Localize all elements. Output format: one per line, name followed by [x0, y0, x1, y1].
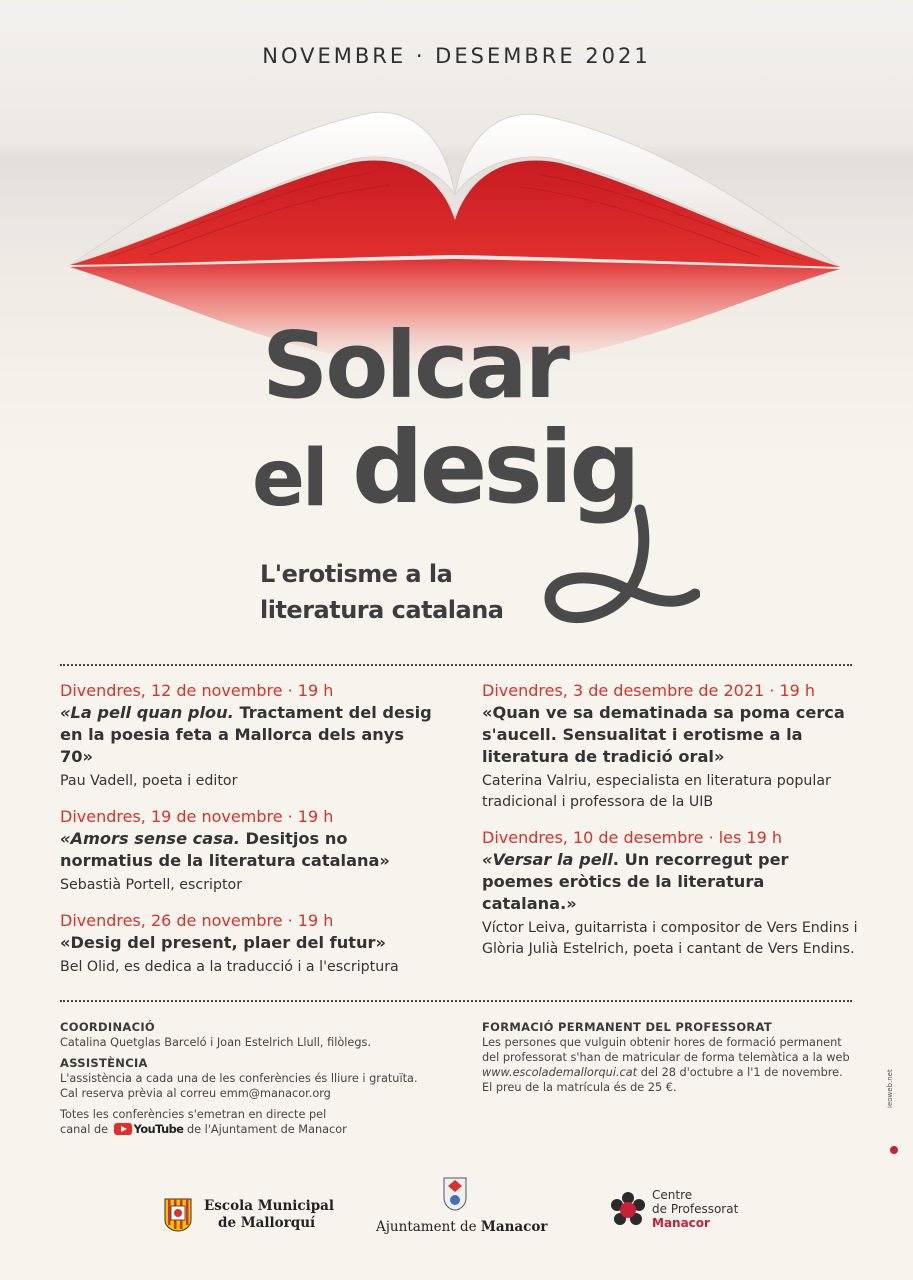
event-title: «Quan ve sa dematinada sa poma cerca s'aucell. Sensualitat i erotisme a la literatura de tradició oral»	[482, 703, 845, 766]
event-speaker: Caterina Valriu, especialista en literatura popular tradicional i professora de la UIB	[482, 773, 831, 810]
cep-name: Centre de Professorat Manacor	[652, 1188, 739, 1230]
event-item	[482, 680, 862, 813]
training-price: El preu de la matrícula és de 25 €.	[482, 1081, 677, 1094]
divider-bottom	[60, 1000, 852, 1002]
title-el: el	[252, 434, 326, 524]
event-date: Divendres, 19 de novembre · 19 h	[60, 807, 334, 826]
training-text: Les persones que vulguin obtenir hores de formació permanent del professorat s'han de matricular de forma telemàtica a la web	[482, 1036, 850, 1064]
event-speaker: Sebastià Portell, escriptor	[60, 877, 243, 893]
event-date: Divendres, 10 de desembre · les 19 h	[482, 828, 783, 847]
title-solcar: Solcar	[262, 312, 567, 419]
event-title: «Amors sense casa. Desitjos no normatius de la literatura catalana»	[60, 829, 390, 870]
subtitle-line-2: literatura catalana	[260, 596, 504, 624]
info-left	[60, 1020, 420, 1137]
event-date: Divendres, 26 de novembre · 19 h	[60, 911, 334, 930]
event-speaker: Bel Olid, es dedica a la traducció i a l'escriptura	[60, 959, 399, 975]
events-right-column	[482, 680, 862, 974]
ajuntament-name: Ajuntament de Manacor	[376, 1219, 548, 1235]
coordination-heading: COORDINACIÓ	[60, 1020, 155, 1034]
stream-text: Totes les conferències s'emetran en directe pel	[60, 1108, 327, 1121]
logo-escola-municipal	[164, 1196, 364, 1236]
logo-ajuntament	[376, 1176, 546, 1246]
event-speaker: Pau Vadell, poeta i editor	[60, 773, 238, 789]
event-item	[60, 806, 440, 896]
ajuntament-crest-icon	[440, 1176, 470, 1212]
event-item	[60, 910, 440, 978]
event-date: Divendres, 12 de novembre · 19 h	[60, 681, 334, 700]
title-swirl-flourish	[490, 490, 700, 630]
event-title: «La pell quan plou. Tractament del desig en la poesia feta a Mallorca dels anys 70»	[60, 703, 432, 766]
emm-shield-icon	[164, 1198, 192, 1232]
coordination-text: Catalina Quetglas Barceló i Joan Estelrich Llull, filòlegs.	[60, 1036, 372, 1049]
training-heading: FORMACIÓ PERMANENT DEL PROFESSORAT	[482, 1020, 773, 1034]
event-item	[482, 827, 862, 960]
event-title: «Versar la pell. Un recorregut per poemes eròtics de la literatura catalana.»	[482, 850, 789, 913]
cep-flower-icon	[608, 1190, 648, 1230]
title-block	[240, 312, 690, 640]
training-url[interactable]: www.escolademallorqui.cat	[482, 1066, 638, 1079]
attendance-text-2: Cal reserva prèvia al correu emm@manacor.org	[60, 1087, 331, 1100]
event-item	[60, 680, 440, 792]
subtitle-line-1: L'erotisme a la	[260, 560, 453, 588]
title-desig: desig	[352, 409, 637, 526]
emm-name: Escola Municipal de Mallorquí	[204, 1198, 335, 1231]
info-right	[482, 1020, 862, 1095]
stream-channel-line: canal de YouTube de l'Ajuntament de Manacor	[60, 1123, 347, 1136]
attendance-heading: ASSISTÈNCIA	[60, 1056, 148, 1070]
youtube-wordmark: YouTube	[133, 1123, 184, 1136]
logo-centre-professorat	[608, 1188, 768, 1238]
event-date: Divendres, 3 de desembre de 2021 · 19 h	[482, 681, 816, 700]
training-url-line: www.escolademallorqui.cat del 28 d'octubre a l'1 de novembre.	[482, 1066, 843, 1079]
event-speaker: Víctor Leiva, guitarrista i compositor de Vers Endins i Glòria Julià Estelrich, poeta i cantant de Vers Endins.	[482, 920, 858, 957]
date-range: NOVEMBRE · DESEMBRE 2021	[262, 44, 651, 68]
youtube-icon	[114, 1123, 132, 1135]
divider-top	[60, 664, 852, 666]
event-title: «Desig del present, plaer del futur»	[60, 933, 386, 952]
events-left-column	[60, 680, 440, 992]
attendance-text-1: L'assistència a cada una de les conferències és lliure i gratuïta.	[60, 1072, 418, 1085]
credit-logo-icon	[890, 1146, 898, 1154]
design-credit: ieoweb.net	[886, 1069, 894, 1108]
